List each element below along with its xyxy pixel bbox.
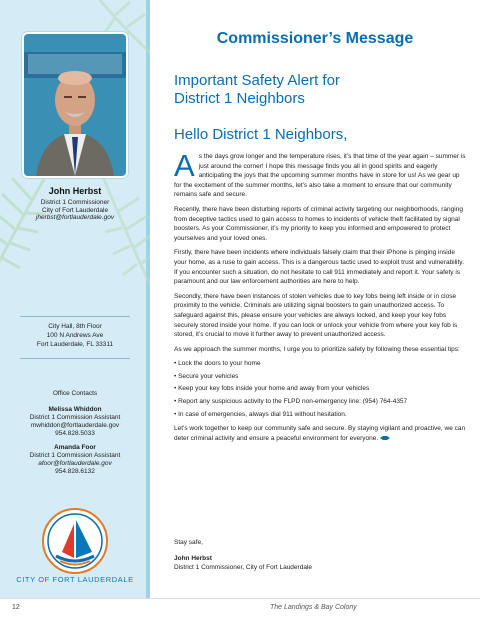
- office-contacts-heading: Office Contacts: [52, 390, 98, 397]
- list-item: • Secure your vehicles: [174, 372, 466, 382]
- signer-name: John Herbst: [174, 554, 212, 562]
- contact-name: Melissa Whiddon: [48, 406, 102, 413]
- city-seal-logo: [42, 508, 108, 574]
- headline-line: Important Safety Alert for: [174, 72, 340, 89]
- publication-name: The Landings & Bay Colony: [270, 604, 357, 611]
- signer-title: District 1 Commissioner, City of Fort Lauderdale: [174, 564, 312, 571]
- signature-block: [174, 538, 464, 573]
- headline-line: District 1 Neighbors: [174, 90, 305, 107]
- contact-role: District 1 Commission Assistant: [29, 452, 121, 459]
- list-item: • Report any suspicious activity to the FLPD non-emergency line: (954) 764-4357: [174, 397, 466, 407]
- handshake-icon: [380, 435, 390, 441]
- address-line: Fort Lauderdale, FL 33311: [36, 341, 114, 348]
- paragraph: Firstly, there have been incidents where individuals falsely claim that their iPhone is pinging inside your home, as a ruse to gain access. This is a dangerous tactic used to exploit trust and vulnerability. If you encounter such a situation, do not hesitate to call 911 immediately and report it. Your safety is paramount and our law enforcement authorities are here to help.: [174, 249, 464, 286]
- paragraph: [174, 424, 466, 443]
- paragraph: Recently, there have been disturbing reports of criminal activity targeting our neighborhoods, ranging from deceptive tactics used to gain access to homes to incidents of vehicle theft facilitated by signal boosters. As your Commissioner, it’s my priority to keep you informed and empowered to protect yourselves and your loved ones.: [174, 205, 463, 242]
- greeting: Hello District 1 Neighbors,: [174, 126, 348, 143]
- drop-cap: A: [174, 148, 195, 183]
- divider: [20, 316, 130, 317]
- city-label: CITY OF FORT LAUDERDALE: [16, 575, 134, 584]
- commissioner-name: John Herbst: [48, 186, 102, 196]
- commissioner-photo: [22, 32, 128, 178]
- paragraph-text: s the days grow longer and the temperature rises, it’s that time of the year again – summer is just around the corner! I hope this message finds you all in good spirits and eagerly anticipating the joys that the upcoming summer months have in store for us! As we gear up for the excitement of the summer months, let’s also take a moment to ensure that our community remains safe and secure.: [174, 153, 466, 199]
- paragraph: [174, 148, 466, 200]
- contact-email[interactable]: afoor@fortlauderdale.gov: [38, 460, 112, 467]
- paragraph-text: Let’s work together to keep our community safe and secure. By staying vigilant and proactive, we can deter criminal activity and ensure a peaceful environment for everyone.: [174, 425, 466, 442]
- contact-phone[interactable]: 954.828.6132: [55, 468, 95, 475]
- message-body: [174, 148, 466, 448]
- page-number: 12: [12, 604, 20, 611]
- closing: Stay safe,: [174, 539, 203, 546]
- contact-phone[interactable]: 954.828.5033: [55, 430, 95, 437]
- headline: [174, 72, 464, 108]
- divider: [20, 358, 130, 359]
- sidebar-edge: [146, 0, 150, 598]
- commissioner-city: City of Fort Lauderdale: [41, 207, 109, 214]
- contact-email[interactable]: mwhiddon@fortlauderdale.gov: [30, 422, 120, 429]
- commissioner-email[interactable]: jherbst@fortlauderdale.gov: [35, 214, 115, 221]
- paragraph: Secondly, there have been instances of stolen vehicles due to key fobs being left inside or in close proximity to the vehicle. Criminals are utilizing signal boosters to gain unauthorized access. To safeguard against this, please ensure your vehicles are always locked, and keep your key fobs securely stored inside your home. If you can lock or unlock your vehicle from where your key fob is stored, it’s crucial to move it further away to prevent unauthorized access.: [174, 292, 458, 339]
- footer-divider: [0, 598, 480, 599]
- contact-role: District 1 Commission Assistant: [29, 414, 121, 421]
- list-item: • In case of emergencies, always dial 911 without hesitation.: [174, 410, 466, 420]
- address-line: City Hall, 8th Floor: [48, 323, 102, 330]
- section-title: Commissioner’s Message: [216, 30, 414, 47]
- sidebar: [0, 0, 150, 598]
- palm-frond-decoration: [95, 160, 150, 290]
- address-line: 100 N Andrews Ave: [46, 332, 104, 339]
- list-item: • Lock the doors to your home: [174, 359, 466, 369]
- contact-name: Amanda Foor: [54, 444, 96, 451]
- paragraph: As we approach the summer months, I urge you to prioritize safety by following these essential tips:: [174, 345, 460, 353]
- list-item: • Keep your key fobs inside your home and away from your vehicles: [174, 384, 466, 394]
- commissioner-title: District 1 Commissioner: [40, 199, 110, 206]
- safety-tips-list: [174, 359, 466, 419]
